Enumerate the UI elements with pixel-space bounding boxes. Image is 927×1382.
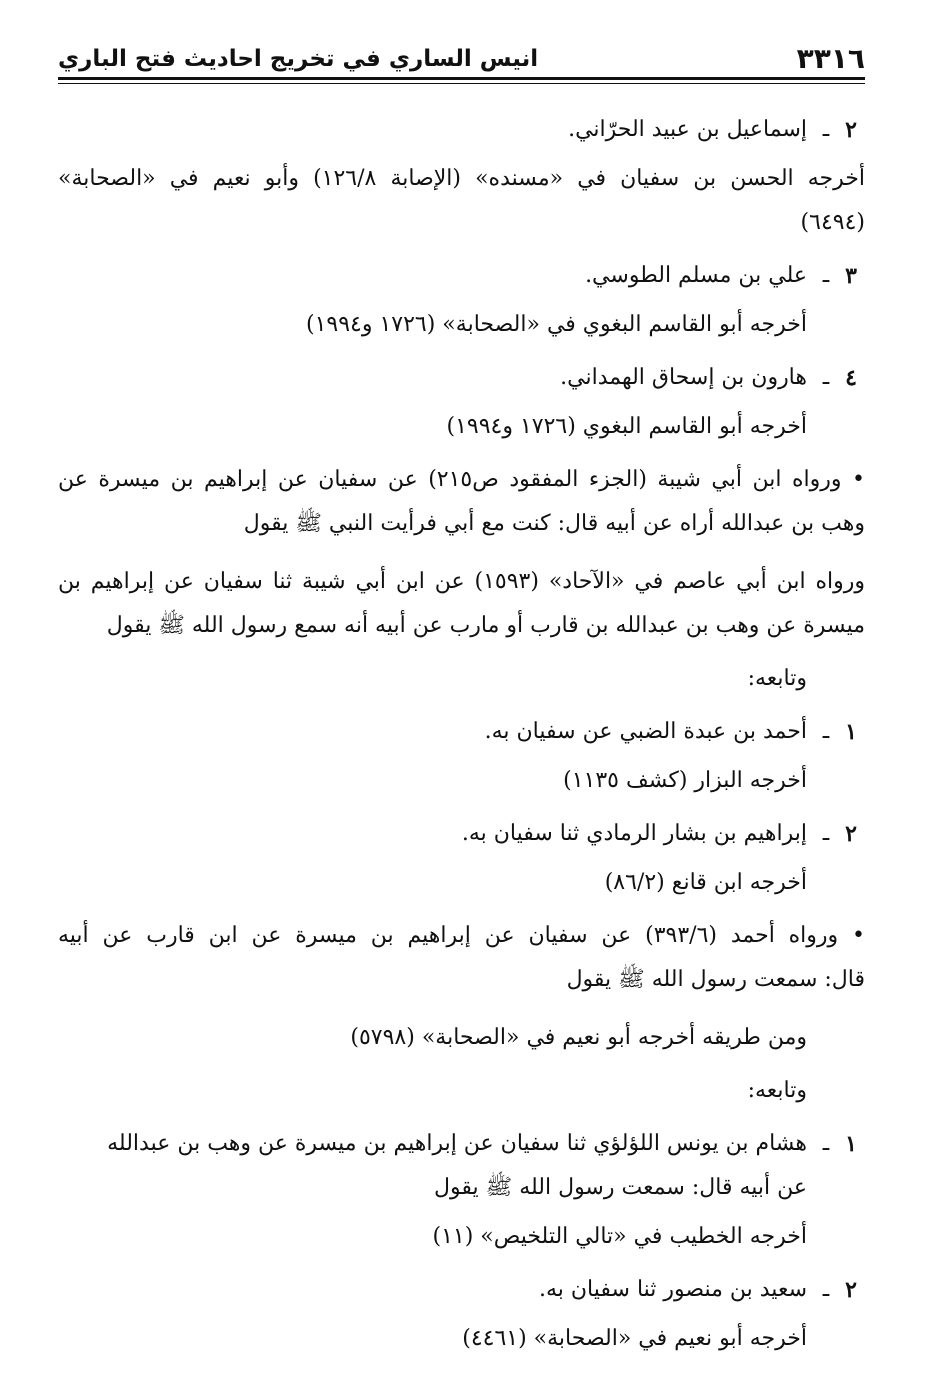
enum-item: [58, 812, 865, 856]
text-line: عن أبيه قال: سمعت رسول الله ﷺ يقول: [434, 1175, 807, 1200]
item-text: علي بن مسلم الطوسي.: [585, 263, 807, 288]
item-number: ٢: [845, 117, 857, 143]
item-text: إبراهيم بن بشار الرمادي ثنا سفيان به.: [461, 821, 807, 846]
item-number: ٣: [845, 263, 857, 289]
item-text: إسماعيل بن عبيد الحرّاني.: [568, 117, 807, 142]
text-line: ميسرة عن وهب بن عبدالله بن قارب أو مارب عن أبيه أنه سمع رسول الله ﷺ يقول: [106, 613, 865, 638]
text-line: • ورواه أحمد (٣٩٣/٦) عن سفيان عن إبراهيم بن ميسرة عن ابن قارب عن أبيه: [58, 923, 865, 948]
item-dash: ـ: [822, 719, 830, 744]
item-number: ٢: [845, 821, 857, 847]
page-header: [58, 40, 865, 74]
item-dash: ـ: [822, 365, 830, 390]
item-text: هارون بن إسحاق الهمداني.: [560, 365, 807, 390]
text-line: أخرجه ابن قانع (٨٦/٢): [604, 870, 807, 895]
page-number: ٣٣١٦: [796, 42, 865, 75]
item-dash: ـ: [822, 821, 830, 846]
text-line: (٦٤٩٤): [800, 210, 865, 235]
text-line: قال: سمعت رسول الله ﷺ يقول: [566, 967, 865, 992]
text-line: ومن طريقه أخرجه أبو نعيم في «الصحابة» (٥٧٩٨): [350, 1025, 807, 1050]
text-line: أخرجه أبو القاسم البغوي في «الصحابة» (١٧٢٦ و١٩٩٤): [305, 312, 807, 337]
header-rule-thick: [58, 77, 865, 80]
text-line: أخرجه الحسن بن سفيان في «مسنده» (الإصابة ١٢٦/٨) وأبو نعيم في «الصحابة»: [58, 166, 865, 191]
text-line: وتابعه:: [747, 1078, 807, 1103]
item-dash: ـ: [822, 117, 830, 142]
enum-item: [58, 1268, 865, 1312]
text-line: وهب بن عبدالله أراه عن أبيه قال: كنت مع أبي فرأيت النبي ﷺ يقول: [243, 511, 865, 536]
enum-item: [58, 710, 865, 754]
item-number: ٢: [845, 1277, 857, 1303]
text-line: أخرجه أبو القاسم البغوي (١٧٢٦ و١٩٩٤): [446, 414, 807, 439]
item-text: هشام بن يونس اللؤلؤي ثنا سفيان عن إبراهيم بن ميسرة عن وهب بن عبدالله: [107, 1131, 807, 1156]
text-line: أخرجه الخطيب في «تالي التلخيص» (١١): [432, 1224, 807, 1249]
item-dash: ـ: [822, 1131, 830, 1156]
text-line: ورواه ابن أبي عاصم في «الآحاد» (١٥٩٣) عن ابن أبي شيبة ثنا سفيان عن إبراهيم بن: [58, 569, 865, 594]
enum-item: [58, 356, 865, 400]
text-line: • ورواه ابن أبي شيبة (الجزء المفقود ص٢١٥) عن سفيان عن إبراهيم بن ميسرة عن: [58, 467, 865, 492]
text-line: وتابعه:: [747, 666, 807, 691]
item-dash: ـ: [822, 1277, 830, 1302]
item-number: ١: [845, 1131, 857, 1157]
text-line: أخرجه البزار (كشف ١١٣٥): [563, 768, 807, 793]
item-number: ٤: [845, 365, 857, 391]
item-number: ١: [845, 719, 857, 745]
text-line: أخرجه أبو نعيم في «الصحابة» (٤٤٦١): [462, 1326, 807, 1351]
item-dash: ـ: [822, 263, 830, 288]
running-title: انيس الساري في تخريج احاديث فتح الباري: [58, 46, 539, 72]
item-text: سعيد بن منصور ثنا سفيان به.: [539, 1277, 807, 1302]
item-text: أحمد بن عبدة الضبي عن سفيان به.: [484, 719, 807, 744]
enum-item: [58, 108, 865, 152]
header-rule-thin: [58, 83, 865, 84]
enum-item: [58, 1122, 865, 1166]
enum-item: [58, 254, 865, 298]
page-body: [58, 108, 865, 1361]
